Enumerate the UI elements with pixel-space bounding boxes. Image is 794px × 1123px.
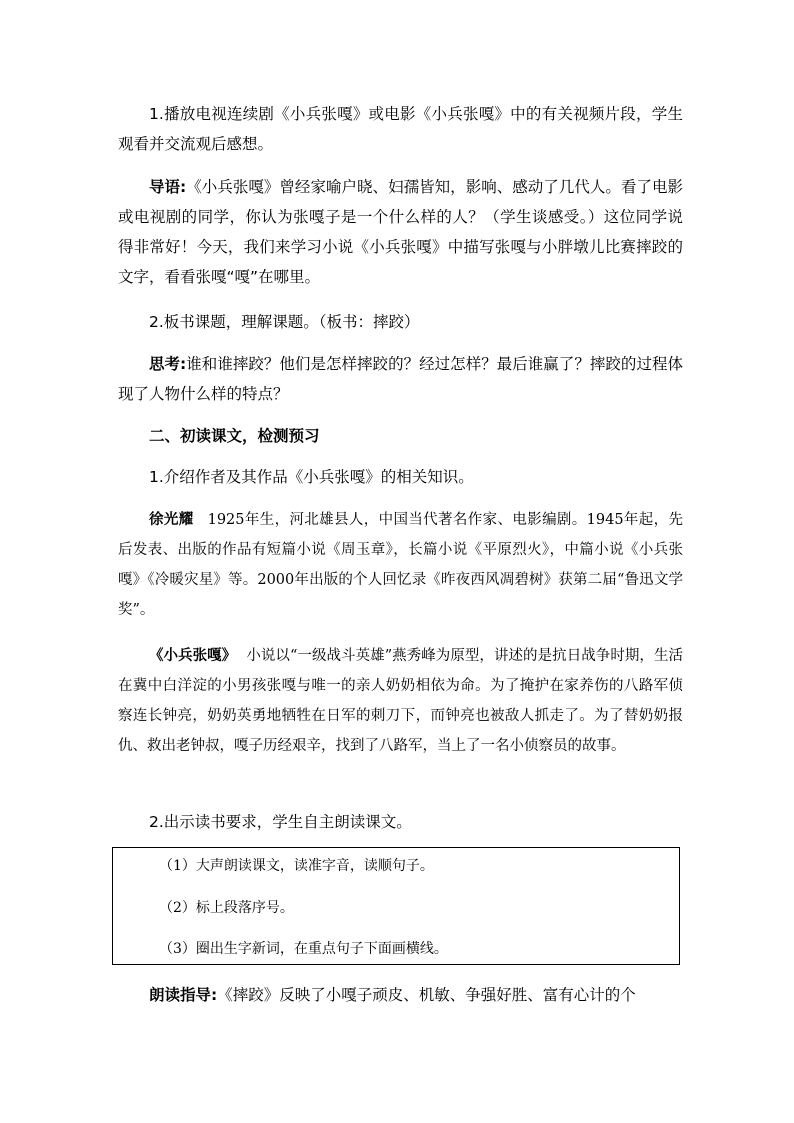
author-bio-text: 1925年生，河北雄县人，中国当代著名作家、电影编剧。1945年起，先后发表、出版的作品有短篇小说《周玉章》，长篇小说《平原烈火》，中篇小说《小兵张嘎》《冷暖灾星》等。2000年出版的个人回忆录《昨夜西风凋碧树》获第二届“鲁迅文学奖”。 [118,512,683,618]
paragraph-book-summary [118,641,683,761]
author-name: 徐光耀 [149,511,194,528]
paragraph-reading-guidance [118,980,683,1010]
reading-guidance-text: 《摔跤》反映了小嘎子顽皮、机敏、争强好胜、富有心计的个 [217,986,636,1004]
paragraph-video-activity: 1.播放电视连续剧《小兵张嘎》或电影《小兵张嘎》中的有关视频片段，学生观看并交流观后感想。 [118,105,683,153]
introduction-text: 《小兵张嘎》曾经家喻户晓、妇孺皆知，影响、感动了几代人。看了电影或电视剧的同学，你认为张嘎子是一个什么样的人？（学生谈感受。）这位同学说得非常好！今天，我们来学习小说《小兵张嘎》中描写张嘎与小胖墩儿比赛摔跤的文字，看看张嘎“嘎”在哪里。 [118,178,683,286]
section-heading-first-reading: 二、初读课文，检测预习 [149,427,320,445]
label-thinking: 思考: [149,355,187,373]
paragraph-author-bio [118,505,683,625]
requirement-item: （2）标上段落序号。 [159,900,294,916]
thinking-text: 谁和谁摔跤？他们是怎样摔跤的？经过怎样？最后谁赢了？摔跤的过程体现了人物什么样的特点？ [118,355,683,403]
paragraph-author-intro: 1.介绍作者及其作品《小兵张嘎》的相关知识。 [149,468,474,486]
reading-requirements-box [112,847,680,965]
requirement-item: （1）大声朗读课文，读准字音，读顺句子。 [159,858,434,874]
book-summary-text: 小说以“一级战斗英雄”燕秀峰为原型，讲述的是抗日战争时期，生活在冀中白洋淀的小男孩张嘎与唯一的亲人奶奶相依为命。为了掩护在家养伤的八路军侦察连长钟亮，奶奶英勇地牺牲在日军的刺刀下，而钟亮也被敌人抓走了。为了替奶奶报仇、救出老钟叔，嘎子历经艰辛，找到了八路军，当上了一名小侦察员的故事。 [118,648,684,754]
label-introduction: 导语: [149,178,187,196]
paragraph-introduction [118,172,683,292]
label-reading-guidance: 朗读指导: [149,986,218,1004]
book-name: 《小兵张嘎》 [149,647,237,664]
paragraph-thinking [118,349,683,409]
requirement-item: （3）圈出生字新词，在重点句子下面画横线。 [159,941,448,957]
paragraph-reading-requirements-intro: 2.出示读书要求，学生自主朗读课文。 [149,813,412,831]
paragraph-blackboard-title: 2.板书课题，理解课题。（板书：摔跤） [149,313,420,331]
